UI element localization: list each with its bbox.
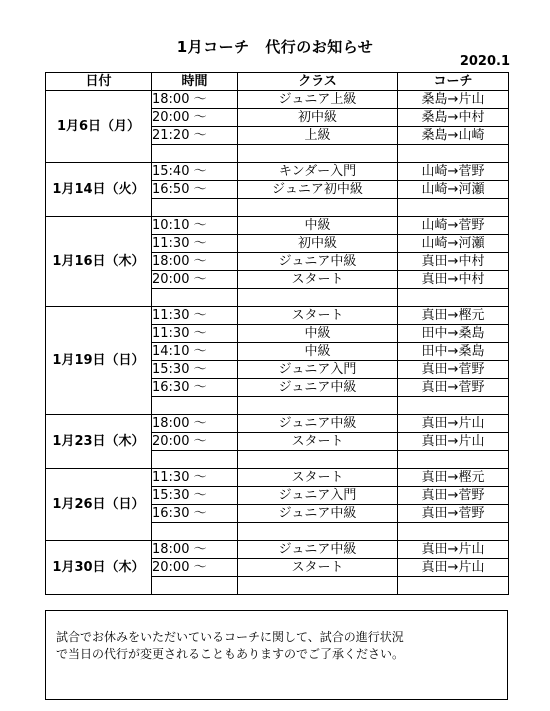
time-cell: 20:00 ～ (152, 109, 238, 127)
notice-box (45, 610, 508, 700)
coach-cell: 真田→樫元 (398, 469, 509, 487)
time-cell: 11:30 ～ (152, 325, 238, 343)
class-cell: ジュニア中級 (238, 415, 398, 433)
class-cell: ジュニア入門 (238, 487, 398, 505)
time-cell: 18:00 ～ (152, 415, 238, 433)
empty-cell (152, 289, 238, 307)
table-row (46, 91, 509, 109)
coach-cell: 真田→片山 (398, 433, 509, 451)
coach-cell: 真田→菅野 (398, 361, 509, 379)
class-cell: ジュニア中級 (238, 541, 398, 559)
class-cell: 中級 (238, 325, 398, 343)
empty-cell (152, 145, 238, 163)
empty-cell (238, 451, 398, 469)
coach-cell: 桑島→中村 (398, 109, 509, 127)
empty-cell (398, 289, 509, 307)
time-cell: 15:30 ～ (152, 487, 238, 505)
empty-cell (152, 523, 238, 541)
class-cell: 中級 (238, 217, 398, 235)
class-cell: 初中級 (238, 235, 398, 253)
class-cell: 上級 (238, 127, 398, 145)
time-cell: 18:00 ～ (152, 91, 238, 109)
class-cell: スタート (238, 307, 398, 325)
time-cell: 20:00 ～ (152, 271, 238, 289)
class-cell: ジュニア中級 (238, 379, 398, 397)
coach-cell: 田中→桑島 (398, 343, 509, 361)
coach-cell: 山崎→河瀬 (398, 181, 509, 199)
header-coach: コーチ (398, 73, 509, 91)
time-cell: 16:30 ～ (152, 505, 238, 523)
time-cell: 10:10 ～ (152, 217, 238, 235)
time-cell: 11:30 ～ (152, 469, 238, 487)
time-cell: 20:00 ～ (152, 433, 238, 451)
coach-cell: 真田→片山 (398, 541, 509, 559)
table-row (46, 163, 509, 181)
date-cell: 1月30日（木） (46, 541, 152, 595)
time-cell: 14:10 ～ (152, 343, 238, 361)
empty-cell (238, 523, 398, 541)
header-row (46, 73, 509, 91)
empty-cell (398, 199, 509, 217)
time-cell: 18:00 ～ (152, 253, 238, 271)
empty-cell (398, 451, 509, 469)
date-cell: 1月6日（月） (46, 91, 152, 163)
empty-cell (398, 145, 509, 163)
class-cell: スタート (238, 469, 398, 487)
empty-cell (238, 145, 398, 163)
page-title: 1月コーチ 代行のお知らせ (176, 38, 374, 56)
empty-cell (152, 199, 238, 217)
empty-cell (238, 397, 398, 415)
coach-cell: 真田→片山 (398, 415, 509, 433)
coach-cell: 真田→菅野 (398, 379, 509, 397)
class-cell: ジュニア初中級 (238, 181, 398, 199)
time-cell: 15:30 ～ (152, 361, 238, 379)
date-cell: 1月16日（木） (46, 217, 152, 307)
class-cell: スタート (238, 559, 398, 577)
table-row (46, 217, 509, 235)
table-row (46, 415, 509, 433)
header-class: クラス (238, 73, 398, 91)
coach-cell: 真田→中村 (398, 271, 509, 289)
class-cell: スタート (238, 271, 398, 289)
class-cell: スタート (238, 433, 398, 451)
date-cell: 1月14日（火） (46, 163, 152, 217)
date-cell: 1月26日（日） (46, 469, 152, 541)
table-row (46, 307, 509, 325)
empty-cell (152, 397, 238, 415)
time-cell: 20:00 ～ (152, 559, 238, 577)
coach-cell: 田中→桑島 (398, 325, 509, 343)
date-cell: 1月19日（日） (46, 307, 152, 415)
class-cell: 中級 (238, 343, 398, 361)
empty-cell (238, 199, 398, 217)
coach-cell: 山崎→河瀬 (398, 235, 509, 253)
table-row (46, 541, 509, 559)
coach-cell: 真田→菅野 (398, 487, 509, 505)
class-cell: ジュニア上級 (238, 91, 398, 109)
class-cell: ジュニア中級 (238, 253, 398, 271)
coach-cell: 真田→片山 (398, 559, 509, 577)
empty-cell (152, 451, 238, 469)
coach-cell: 真田→樫元 (398, 307, 509, 325)
notice-line-2: で当日の代行が変更されることもありますのでご了承ください。 (56, 647, 405, 661)
class-cell: キンダー入門 (238, 163, 398, 181)
time-cell: 16:50 ～ (152, 181, 238, 199)
time-cell: 16:30 ～ (152, 379, 238, 397)
time-cell: 11:30 ～ (152, 235, 238, 253)
table-row (46, 469, 509, 487)
empty-cell (152, 577, 238, 595)
coach-cell: 真田→菅野 (398, 505, 509, 523)
empty-cell (398, 397, 509, 415)
year-label: 2020.1 (459, 54, 510, 69)
header-date: 日付 (46, 73, 152, 91)
time-cell: 15:40 ～ (152, 163, 238, 181)
coach-cell: 山崎→菅野 (398, 217, 509, 235)
time-cell: 11:30 ～ (152, 307, 238, 325)
empty-cell (238, 289, 398, 307)
coach-cell: 真田→中村 (398, 253, 509, 271)
schedule-table (45, 72, 509, 595)
class-cell: ジュニア入門 (238, 361, 398, 379)
date-cell: 1月23日（木） (46, 415, 152, 469)
coach-cell: 桑島→山崎 (398, 127, 509, 145)
empty-cell (398, 523, 509, 541)
empty-cell (238, 577, 398, 595)
notice-line-1: 試合でお休みをいただいているコーチに関して、試合の進行状況 (56, 630, 404, 644)
schedule-body (46, 91, 509, 595)
class-cell: ジュニア中級 (238, 505, 398, 523)
coach-cell: 桑島→片山 (398, 91, 509, 109)
empty-cell (398, 577, 509, 595)
time-cell: 21:20 ～ (152, 127, 238, 145)
class-cell: 初中級 (238, 109, 398, 127)
time-cell: 18:00 ～ (152, 541, 238, 559)
coach-cell: 山崎→菅野 (398, 163, 509, 181)
header-time: 時間 (152, 73, 238, 91)
